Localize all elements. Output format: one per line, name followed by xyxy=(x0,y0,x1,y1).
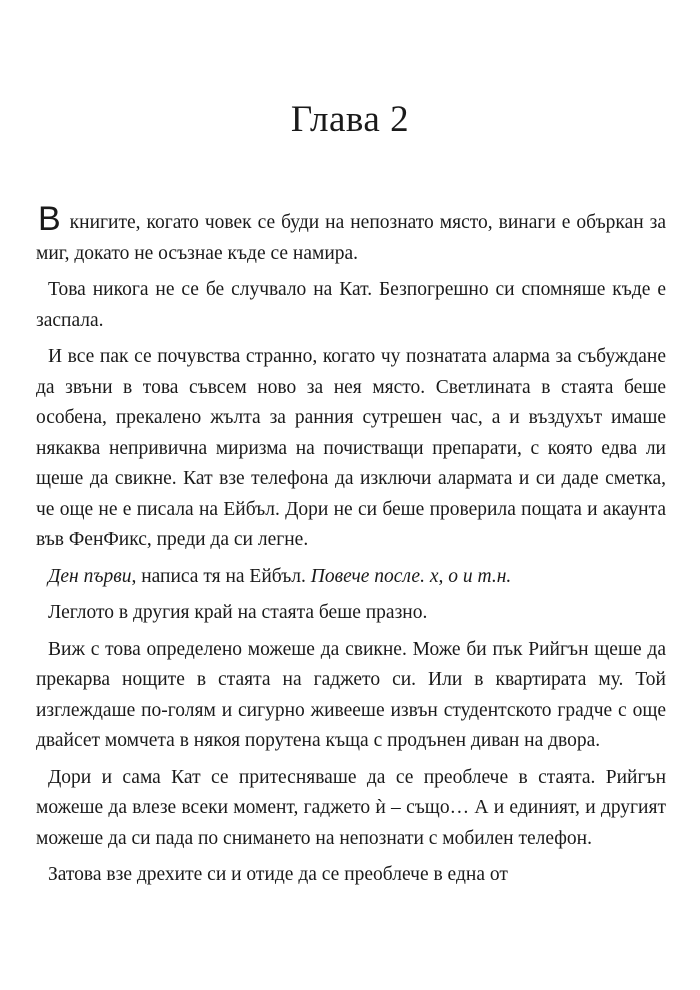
paragraph-2: Това никога не се бе случвало на Кат. Безпогрешно си спомняше къде е заспала. xyxy=(36,279,666,331)
paragraph-8: Затова взе дрехите си и отиде да се преоблече в една от xyxy=(48,864,508,885)
chapter-title: Глава 2 xyxy=(290,99,410,140)
paragraph-1 xyxy=(36,200,667,269)
italic-message: Повече после. х, о и т.н. xyxy=(310,565,512,587)
paragraph-6: Виж с това определено можеше да свикне. Може би пък Рийгън щеше да прекарва нощите в стаята на гаджето си. Или в квартирата му. Той изглеждаше по-голям и сигурно живееше извън студентското градче с още двайсет момчета в някоя порутена къща с продънен диван на двора. xyxy=(36,638,666,751)
paragraph-5: Леглото в другия край на стаята беше празно. xyxy=(48,602,428,623)
paragraph-7: Дори и сама Кат се притесняваше да се преоблече в стаята. Рийгън можеше да влезе всеки момент, гаджето ѝ – също… А и единият, и другият можеше да си пада по снимането на непознати с мобилен телефон. xyxy=(36,766,666,849)
paragraph-3: И все пак се почувства странно, когато чу познатата аларма за събуждане да звъни в това съвсем ново за нея място. Светлината в стаята беше особена, прекалено жълта за ранния сутрешен час, а и въздухът имаше някаква непривична миризма на почистващи препарати, с която едва ли щеше да свикне. Кат взе телефона да изключи алармата и си даде сметка, че още не е писала на Ейбъл. Дори не си беше проверила пощата и акаунта във ФенФикс, преди да си легне. xyxy=(36,346,666,550)
italic-day-one: Ден първи xyxy=(48,565,132,587)
paragraph-1-text: книгите, когато човек се буди на непознато място, винаги е объркан за миг, докато не осъзнае къде се намира. xyxy=(36,212,667,264)
paragraph-4-text: , написа тя на Ейбъл. xyxy=(131,565,311,587)
paragraph-4 xyxy=(36,562,666,593)
drop-cap: В xyxy=(38,200,61,238)
chapter-body xyxy=(36,200,667,897)
